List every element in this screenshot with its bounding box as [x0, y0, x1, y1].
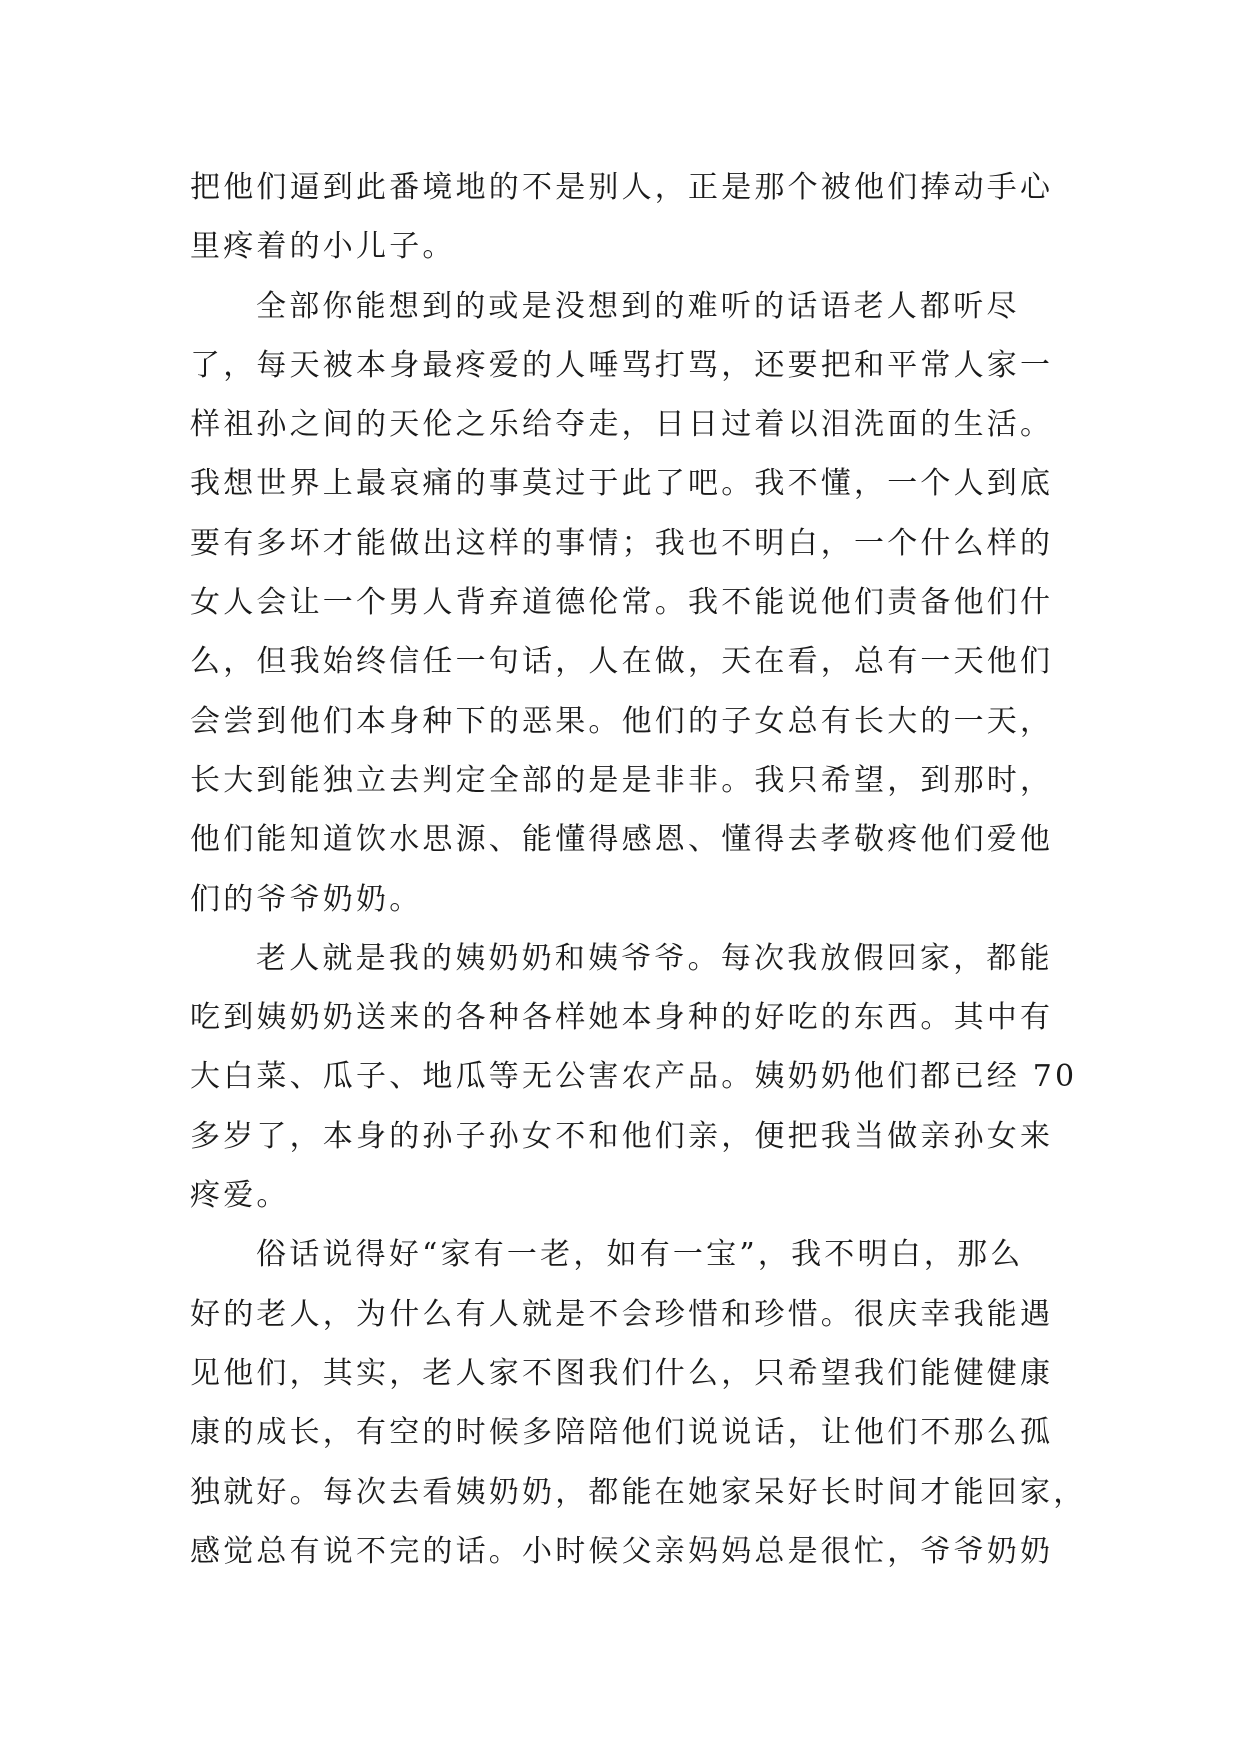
text-line: 会尝到他们本身种下的恶果。他们的子女总有长大的一天，: [190, 703, 1054, 739]
text-line: 把他们逼到此番境地的不是别人，正是那个被他们捧动手心: [190, 170, 1054, 205]
text-line: 他们能知道饮水思源、能懂得感恩、懂得去孝敬疼他们爱他: [190, 822, 1054, 858]
text-line: 感觉总有说不完的话。小时候父亲妈妈总是很忙，爷爷奶奶: [190, 1533, 1054, 1569]
text-line: 好的老人，为什么有人就是不会珍惜和珍惜。很庆幸我能遇: [190, 1296, 1054, 1332]
text-line: 里疼着的小儿子。: [190, 229, 456, 265]
document-body: [190, 158, 1087, 1581]
paragraph: [190, 158, 1070, 277]
text-line: 要有多坏才能做出这样的事情；我也不明白，一个什么样的: [190, 525, 1054, 561]
text-line: 了，每天被本身最疼爱的人唾骂打骂，还要把和平常人家一: [190, 347, 1054, 383]
text-line: 多岁了，本身的孙子孙女不和他们亲，便把我当做亲孙女来: [190, 1118, 1054, 1154]
text-line: 全部你能想到的或是没想到的难听的话语老人都听尽: [256, 288, 1020, 324]
text-line: 们的爷爷奶奶。: [190, 881, 423, 917]
text-line: 大白菜、瓜子、地瓜等无公害农产品。姨奶奶他们都已经 70: [190, 1059, 1078, 1095]
text-line: 长大到能独立去判定全部的是是非非。我只希望，到那时，: [190, 762, 1054, 798]
text-line: 康的成长，有空的时候多陪陪他们说说话，让他们不那么孤: [190, 1415, 1054, 1451]
text-line: 俗话说得好“家有一老，如有一宝”，我不明白，那么: [256, 1237, 1024, 1273]
paragraph: [190, 1225, 1087, 1581]
text-line: 独就好。每次去看姨奶奶，都能在她家呆好长时间才能回家，: [190, 1474, 1087, 1510]
text-line: 么，但我始终信任一句话，人在做，天在看，总有一天他们: [190, 644, 1054, 680]
text-line: 吃到姨奶奶送来的各种各样她本身种的好吃的东西。其中有: [190, 1000, 1054, 1036]
paragraph: [190, 929, 1078, 1225]
text-line: 样祖孙之间的天伦之乐给夺走，日日过着以泪洗面的生活。: [190, 407, 1054, 443]
text-line: 疼爱。: [190, 1178, 290, 1214]
text-line: 见他们，其实，老人家不图我们什么，只希望我们能健健康: [190, 1355, 1054, 1391]
text-line: 女人会让一个男人背弃道德伦常。我不能说他们责备他们什: [190, 585, 1054, 621]
paragraph: [190, 277, 1070, 929]
text-line: 老人就是我的姨奶奶和姨爷爷。每次我放假回家，都能: [256, 940, 1053, 976]
text-line: 我想世界上最哀痛的事莫过于此了吧。我不懂，一个人到底: [190, 466, 1054, 502]
